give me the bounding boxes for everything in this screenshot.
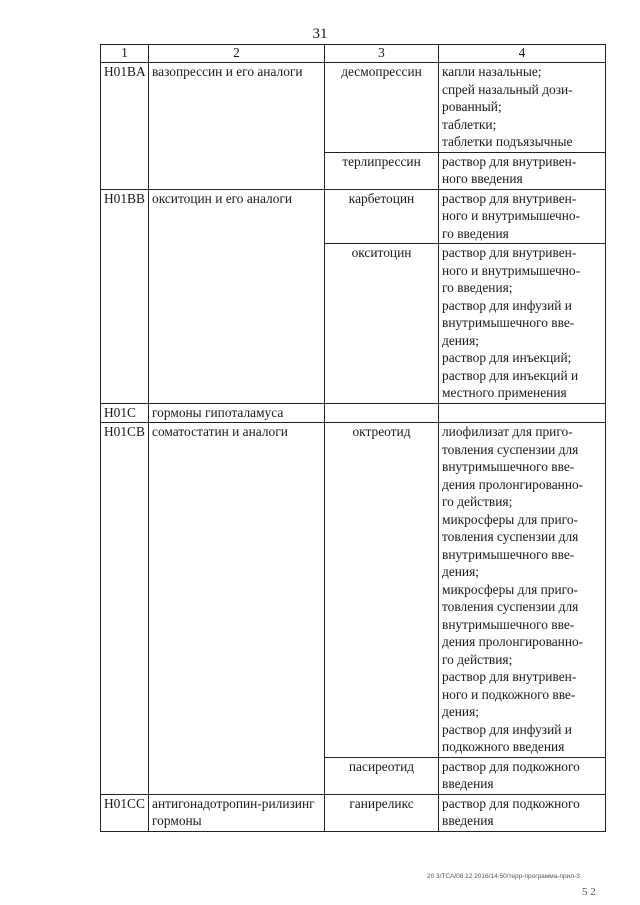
dosage-form-line: раствор для внутривен- <box>442 245 577 260</box>
dosage-form-line: го введения <box>442 225 509 241</box>
drug-name: ганиреликс <box>325 794 439 831</box>
dosage-forms <box>439 244 606 404</box>
dosage-forms <box>439 757 606 794</box>
dosage-forms <box>439 403 606 423</box>
dosage-form-line: раствор для инфузий и <box>442 721 572 737</box>
atc-code: H01CB <box>101 423 149 795</box>
dosage-forms <box>439 63 606 153</box>
dosage-form-line: дения пролонгированно- <box>442 634 584 649</box>
table-row <box>101 423 606 758</box>
dosage-form-line: раствор для подкожного <box>442 758 580 774</box>
group-name: гормоны гипоталамуса <box>149 403 325 423</box>
dosage-form-line: внутримышечного вве- <box>442 315 575 330</box>
group-name: вазопрессин и его аналоги <box>149 63 325 190</box>
dosage-form-line: ного и подкожного вве- <box>442 686 576 702</box>
dosage-form-line: раствор для инфузий и <box>442 297 572 313</box>
dosage-form-line: таблетки подъязычные <box>442 134 573 149</box>
dosage-form-line: ного введения <box>442 171 523 186</box>
dosage-forms <box>439 794 606 831</box>
dosage-form-line: дения; <box>442 704 479 719</box>
dosage-form-line: внутримышечного вве- <box>442 546 575 562</box>
footer-stamp: 20 3/ТСА/08 12 2016/14:50/терр-программа-прил-3 <box>427 873 580 880</box>
column-header-1: 1 <box>101 45 149 63</box>
page-number: 31 <box>312 26 328 42</box>
dosage-form-line: раствор для внутривен- <box>442 153 577 169</box>
dosage-form-line: раствор для подкожного <box>442 795 580 811</box>
drug-name: окситоцин <box>325 244 439 404</box>
drug-name: пасиреотид <box>325 757 439 794</box>
dosage-form-line: раствор для внутривен- <box>442 669 577 684</box>
column-header-2: 2 <box>149 45 325 63</box>
dosage-form-line: таблетки; <box>442 116 497 132</box>
dosage-form-line: ного и внутримышечно- <box>442 262 581 278</box>
dosage-form-line: дения; <box>442 564 479 579</box>
dosage-form-line: товления суспензии для <box>442 599 579 614</box>
atc-code: H01CC <box>101 794 149 831</box>
dosage-form-line: дения; <box>442 332 479 348</box>
drug-name: октреотид <box>325 423 439 758</box>
table-row <box>101 63 606 153</box>
dosage-form-line: го введения; <box>442 280 513 295</box>
dosage-form-line: подкожного введения <box>442 739 565 754</box>
drug-name: десмопрессин <box>325 63 439 153</box>
dosage-form-line: спрей назальный дози- <box>442 81 573 97</box>
drug-name: терлипрессин <box>325 152 439 189</box>
dosage-form-line: го действия; <box>442 651 513 667</box>
dosage-forms <box>439 152 606 189</box>
dosage-form-line: товления суспензии для <box>442 441 579 457</box>
atc-code: H01C <box>101 403 149 423</box>
dosage-form-line: го действия; <box>442 494 513 509</box>
dosage-form-line: раствор для инъекций и <box>442 367 579 383</box>
drug-table <box>100 44 606 832</box>
drug-name <box>325 403 439 423</box>
dosage-form-line: введения <box>442 776 494 791</box>
dosage-form-line: местного применения <box>442 385 567 400</box>
table-row <box>101 794 606 831</box>
dosage-form-line: дения пролонгированно- <box>442 476 584 492</box>
atc-code: H01BB <box>101 189 149 403</box>
table-body <box>101 63 606 832</box>
column-header-4: 4 <box>439 45 606 63</box>
dosage-form-line: раствор для инъекций; <box>442 350 572 365</box>
dosage-form-line: лиофилизат для приго- <box>442 424 573 439</box>
dosage-form-line: товления суспензии для <box>442 529 579 544</box>
dosage-form-line: внутримышечного вве- <box>442 616 575 632</box>
dosage-forms <box>439 189 606 244</box>
header-row <box>101 45 606 63</box>
group-name: соматостатин и аналоги <box>149 423 325 795</box>
drug-name: карбетоцин <box>325 189 439 244</box>
dosage-form-line: раствор для внутривен- <box>442 190 577 206</box>
column-header-3: 3 <box>325 45 439 63</box>
dosage-form-line: введения <box>442 813 494 828</box>
dosage-form-line: капли назальные; <box>442 64 542 79</box>
atc-code: H01BA <box>101 63 149 190</box>
group-name: антигонадотропин-рилизинг гормоны <box>149 794 325 831</box>
table-row <box>101 403 606 423</box>
dosage-form-line: рованный; <box>442 99 502 114</box>
dosage-form-line: микросферы для приго- <box>442 511 578 527</box>
corner-mark: 5 2 <box>582 886 596 898</box>
dosage-forms <box>439 423 606 758</box>
dosage-form-line: ного и внутримышечно- <box>442 208 581 223</box>
dosage-form-line: внутримышечного вве- <box>442 459 575 474</box>
dosage-form-line: микросферы для приго- <box>442 581 578 597</box>
group-name: окситоцин и его аналоги <box>149 189 325 403</box>
table-row <box>101 189 606 244</box>
